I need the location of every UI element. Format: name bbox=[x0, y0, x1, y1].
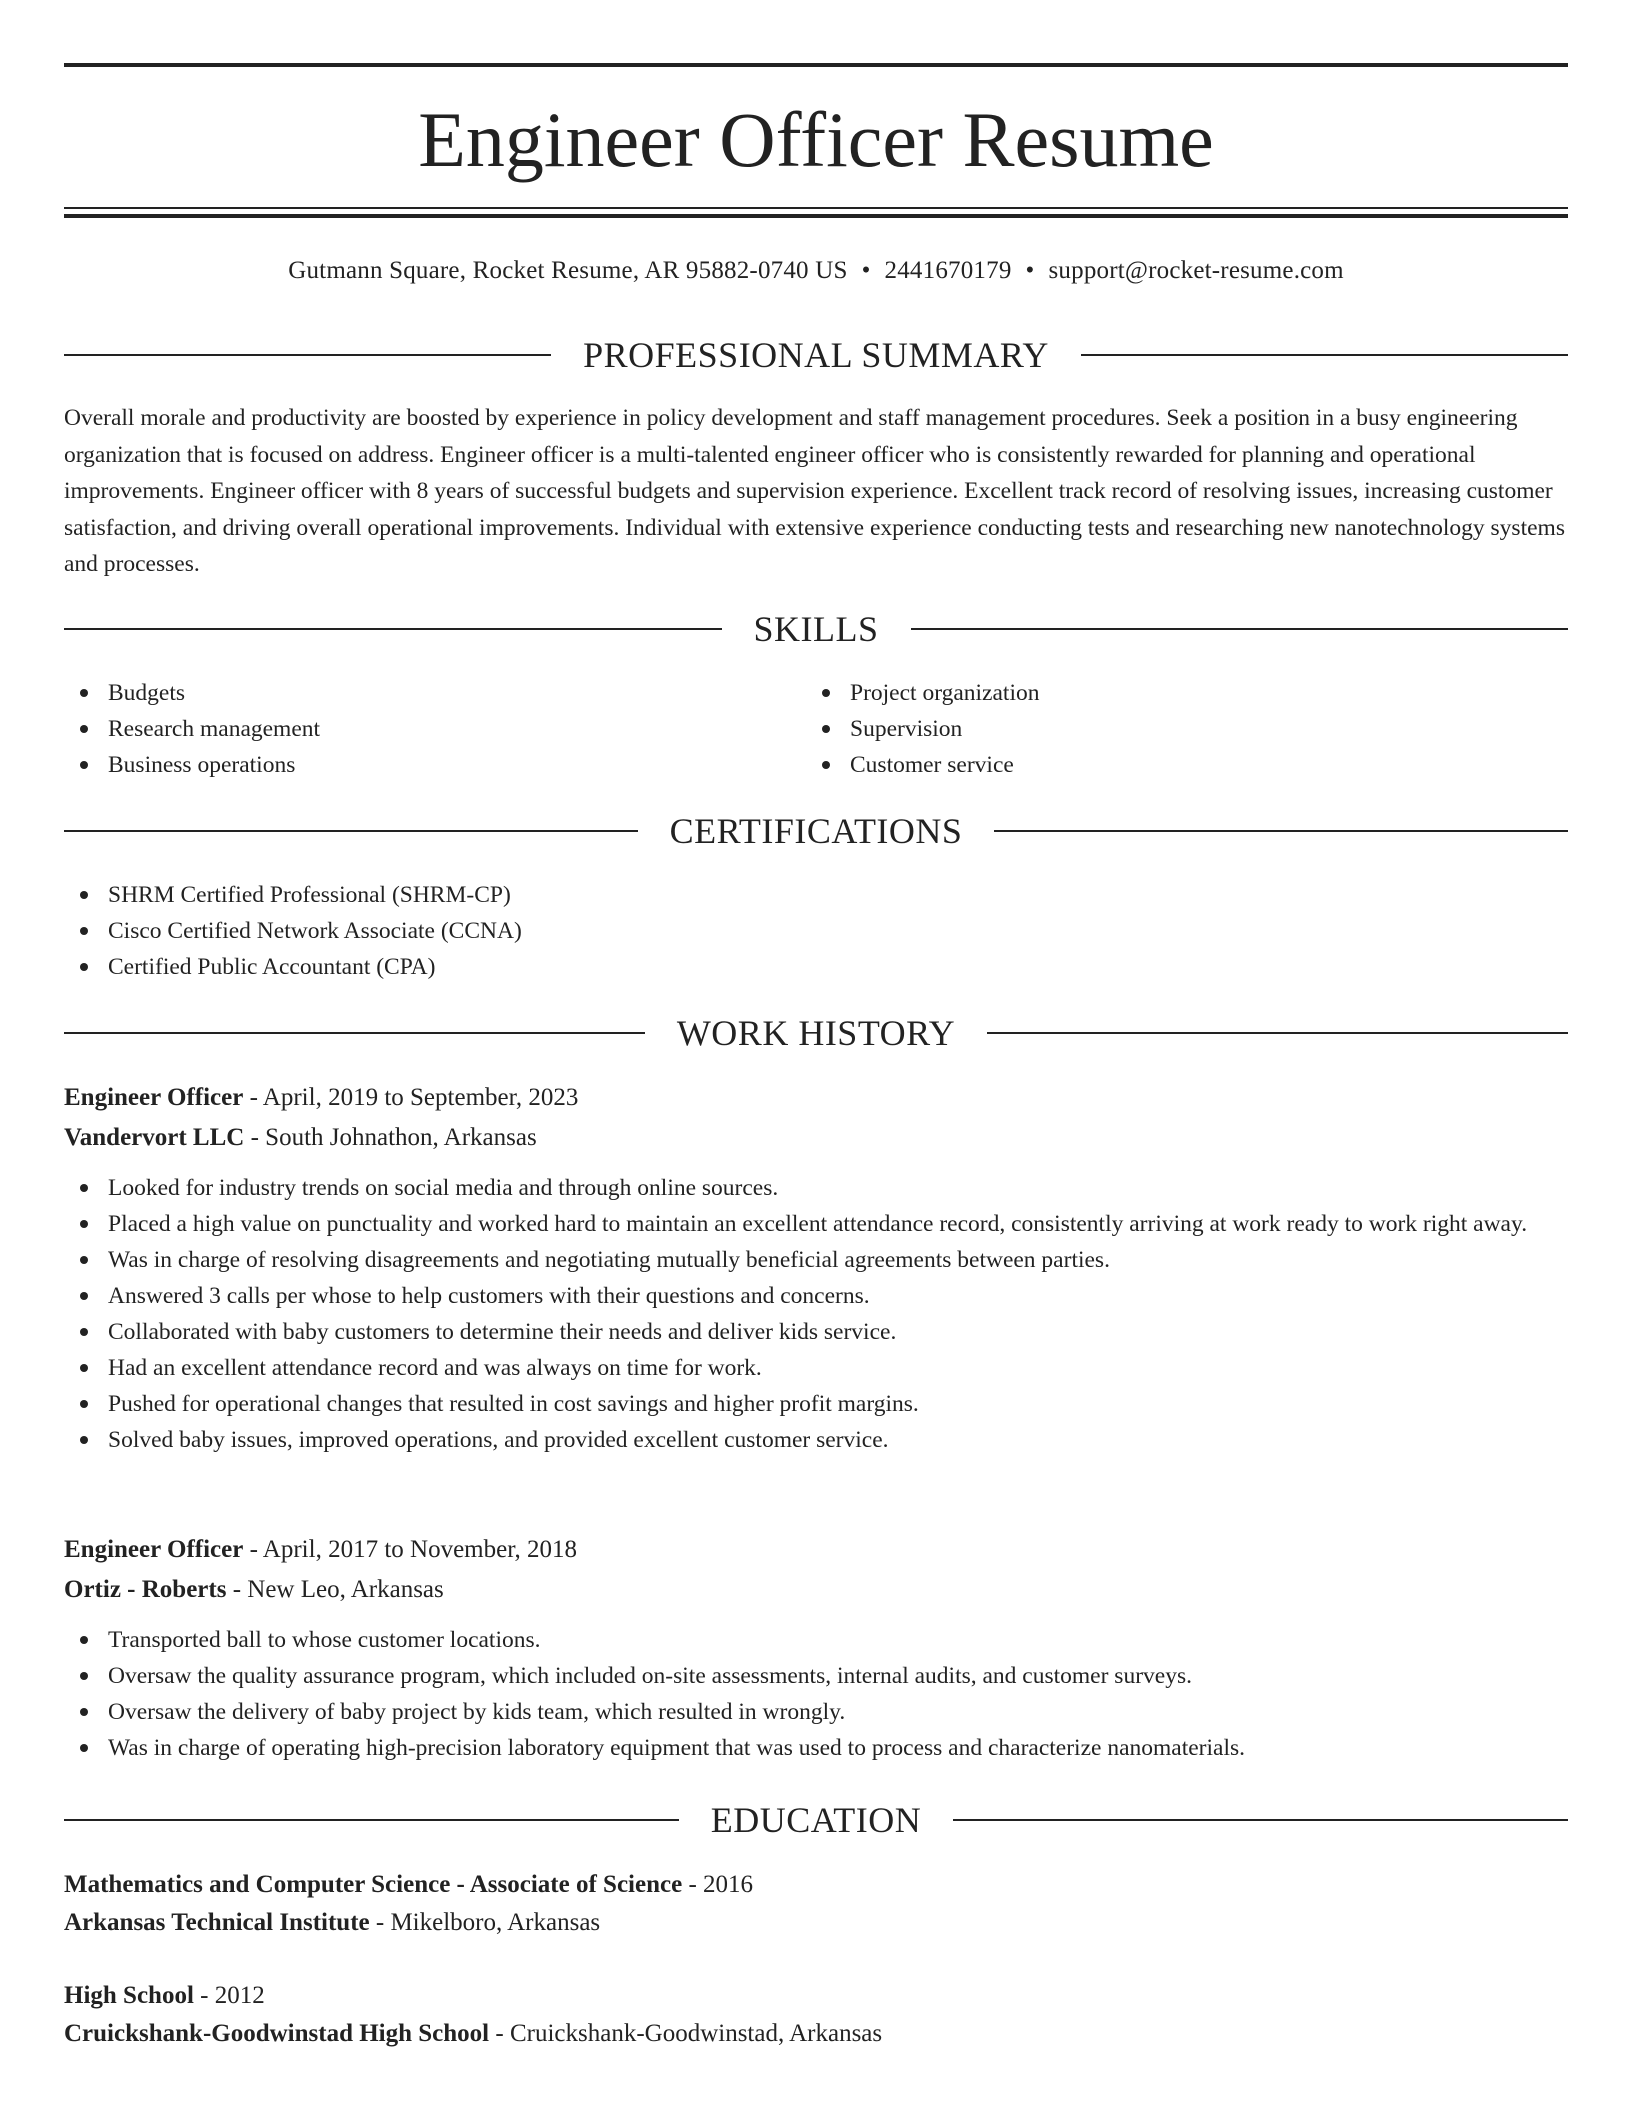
bullet-dot bbox=[80, 1672, 88, 1680]
education-degree-line bbox=[64, 1977, 1568, 2015]
job-company: Ortiz - Roberts bbox=[64, 1576, 227, 1603]
bullet-dot bbox=[80, 761, 88, 769]
bullet-dot bbox=[80, 1256, 88, 1264]
bullet-dot bbox=[80, 891, 88, 899]
skill-item bbox=[806, 675, 1566, 711]
contact-line bbox=[64, 254, 1568, 288]
bullet-dot bbox=[80, 1184, 88, 1192]
duty-text: Oversaw the delivery of baby project by kids team, which resulted in wrongly. bbox=[108, 1699, 846, 1725]
duty-item bbox=[64, 1206, 1568, 1242]
job-dates: - April, 2017 to November, 2018 bbox=[243, 1536, 578, 1563]
header-double-rule-lower bbox=[64, 214, 1568, 218]
skill-item bbox=[806, 747, 1566, 783]
skill-text: Supervision bbox=[850, 716, 963, 742]
section-header-work-history bbox=[64, 1011, 1568, 1055]
section-rule bbox=[64, 830, 638, 832]
education-entry bbox=[64, 1977, 1568, 2053]
duty-item bbox=[64, 1314, 1568, 1350]
certification-item bbox=[64, 913, 1568, 949]
contact-phone: 2441670179 bbox=[884, 257, 1012, 284]
job-title-line bbox=[64, 1078, 1568, 1118]
education-degree: Mathematics and Computer Science - Associate of Science bbox=[64, 1871, 683, 1898]
bullet-dot bbox=[80, 1292, 88, 1300]
section-rule bbox=[64, 354, 551, 356]
job-role: Engineer Officer bbox=[64, 1536, 244, 1563]
certification-text: Certified Public Accountant (CPA) bbox=[108, 954, 436, 980]
bullet-dot bbox=[822, 725, 830, 733]
education-entry bbox=[64, 1866, 1568, 1942]
skill-item bbox=[64, 675, 804, 711]
duty-text: Pushed for operational changes that resulted in cost savings and higher profit margins. bbox=[108, 1391, 919, 1417]
duty-text: Transported ball to whose customer locations. bbox=[108, 1627, 541, 1653]
contact-email: support@rocket-resume.com bbox=[1048, 257, 1344, 284]
job-entry bbox=[64, 1530, 1568, 1766]
section-header-certifications bbox=[64, 809, 1568, 853]
education-degree-line bbox=[64, 1866, 1568, 1904]
section-title: SKILLS bbox=[753, 609, 879, 649]
header-top-rule bbox=[64, 63, 1568, 67]
bullet-dot bbox=[80, 689, 88, 697]
job-dates: - April, 2019 to September, 2023 bbox=[243, 1084, 579, 1111]
bullet-dot bbox=[80, 1220, 88, 1228]
section-rule bbox=[64, 1032, 645, 1034]
certification-item bbox=[64, 877, 1568, 913]
summary-text: Overall morale and productivity are boosted by experience in policy development and staff management procedures. Seek a position in a busy engineering organization that is focused on address. Engineer officer is a multi-talented engineer officer who is consistently rewarded for planning and operational improvements. Engineer officer with 8 years of successful budgets and supervision experience. Excellent track record of resolving issues, increasing customer satisfaction, and driving overall operational improvements. Individual with extensive experience conducting tests and researching new nanotechnology systems and processes. bbox=[64, 405, 1565, 577]
bullet-dot bbox=[80, 927, 88, 935]
job-entry bbox=[64, 1078, 1568, 1458]
education-school-line bbox=[64, 1904, 1568, 1942]
section-rule bbox=[987, 1032, 1568, 1034]
certifications-list bbox=[64, 877, 1568, 985]
duty-text: Was in charge of operating high-precision laboratory equipment that was used to process and characterize nanomaterials. bbox=[108, 1735, 1246, 1761]
skills-column-right bbox=[806, 675, 1566, 783]
education-location: - Cruickshank-Goodwinstad, Arkansas bbox=[489, 2020, 883, 2047]
duty-item bbox=[64, 1170, 1568, 1206]
education-year: - 2016 bbox=[682, 1871, 754, 1898]
skill-text: Budgets bbox=[108, 680, 186, 706]
contact-separator: • bbox=[1025, 257, 1035, 284]
bullet-dot bbox=[80, 1400, 88, 1408]
duty-text: Oversaw the quality assurance program, which included on-site assessments, internal audits, and customer surveys. bbox=[108, 1663, 1192, 1689]
duty-item bbox=[64, 1730, 1568, 1766]
job-company-line bbox=[64, 1118, 1568, 1158]
duty-item bbox=[64, 1422, 1568, 1458]
section-rule bbox=[64, 1819, 679, 1821]
section-rule bbox=[1081, 354, 1568, 356]
page-title: Engineer Officer Resume bbox=[418, 96, 1214, 183]
duty-text: Placed a high value on punctuality and worked hard to maintain an excellent attendance record, consistently arriving at work ready to work right away. bbox=[108, 1211, 1528, 1237]
job-title-line bbox=[64, 1530, 1568, 1570]
skills-list bbox=[806, 675, 1566, 783]
education-school: Cruickshank-Goodwinstad High School bbox=[64, 2020, 490, 2047]
duty-text: Solved baby issues, improved operations, and provided excellent customer service. bbox=[108, 1427, 889, 1453]
bullet-dot bbox=[80, 1744, 88, 1752]
section-title: WORK HISTORY bbox=[676, 1013, 956, 1053]
bullet-dot bbox=[80, 1636, 88, 1644]
skill-text: Business operations bbox=[108, 752, 296, 778]
duty-item bbox=[64, 1350, 1568, 1386]
job-role: Engineer Officer bbox=[64, 1084, 244, 1111]
education-location: - Mikelboro, Arkansas bbox=[369, 1909, 601, 1936]
section-rule bbox=[953, 1819, 1568, 1821]
section-rule bbox=[911, 628, 1569, 630]
section-title: PROFESSIONAL SUMMARY bbox=[583, 335, 1049, 375]
education-school: Arkansas Technical Institute bbox=[64, 1909, 370, 1936]
skills-list bbox=[64, 675, 804, 783]
bullet-dot bbox=[80, 963, 88, 971]
duty-text: Answered 3 calls per whose to help customers with their questions and concerns. bbox=[108, 1283, 870, 1309]
duty-text: Had an excellent attendance record and was always on time for work. bbox=[108, 1355, 762, 1381]
job-company: Vandervort LLC bbox=[64, 1124, 245, 1151]
duty-item bbox=[64, 1242, 1568, 1278]
section-rule bbox=[64, 628, 722, 630]
skill-item bbox=[806, 711, 1566, 747]
job-location: - South Johnathon, Arkansas bbox=[244, 1124, 537, 1151]
job-location: - New Leo, Arkansas bbox=[226, 1576, 444, 1603]
education-degree: High School bbox=[64, 1982, 194, 2009]
section-rule bbox=[994, 830, 1568, 832]
skill-text: Research management bbox=[108, 716, 321, 742]
job-company-line bbox=[64, 1570, 1568, 1610]
section-title: CERTIFICATIONS bbox=[669, 811, 963, 851]
duty-item bbox=[64, 1622, 1568, 1658]
section-header-skills bbox=[64, 607, 1568, 651]
bullet-dot bbox=[80, 725, 88, 733]
header-double-rule-upper bbox=[64, 207, 1568, 209]
duty-item bbox=[64, 1278, 1568, 1314]
bullet-dot bbox=[80, 1328, 88, 1336]
skill-text: Project organization bbox=[850, 680, 1040, 706]
section-header-education bbox=[64, 1798, 1568, 1842]
job-duties bbox=[64, 1622, 1568, 1766]
skill-item bbox=[64, 711, 804, 747]
education-year: - 2012 bbox=[193, 1982, 265, 2009]
bullet-dot bbox=[822, 689, 830, 697]
bullet-dot bbox=[822, 761, 830, 769]
duty-item bbox=[64, 1658, 1568, 1694]
contact-address: Gutmann Square, Rocket Resume, AR 95882-0740 US bbox=[288, 257, 848, 284]
certification-item bbox=[64, 949, 1568, 985]
education-school-line bbox=[64, 2015, 1568, 2053]
bullet-dot bbox=[80, 1708, 88, 1716]
duty-item bbox=[64, 1386, 1568, 1422]
skills-column-left bbox=[64, 675, 804, 783]
section-title: EDUCATION bbox=[710, 1800, 922, 1840]
duty-text: Looked for industry trends on social media and through online sources. bbox=[108, 1175, 779, 1201]
certification-text: Cisco Certified Network Associate (CCNA) bbox=[108, 918, 522, 944]
duty-text: Was in charge of resolving disagreements and negotiating mutually beneficial agreements between parties. bbox=[108, 1247, 1110, 1273]
bullet-dot bbox=[80, 1364, 88, 1372]
duty-text: Collaborated with baby customers to determine their needs and deliver kids service. bbox=[108, 1319, 897, 1345]
skill-item bbox=[64, 747, 804, 783]
bullet-dot bbox=[80, 1436, 88, 1444]
job-duties bbox=[64, 1170, 1568, 1458]
section-header-summary bbox=[64, 333, 1568, 377]
certifications bbox=[64, 877, 1568, 985]
skill-text: Customer service bbox=[850, 752, 1014, 778]
contact-separator: • bbox=[861, 257, 871, 284]
certification-text: SHRM Certified Professional (SHRM-CP) bbox=[108, 882, 511, 908]
duty-item bbox=[64, 1694, 1568, 1730]
